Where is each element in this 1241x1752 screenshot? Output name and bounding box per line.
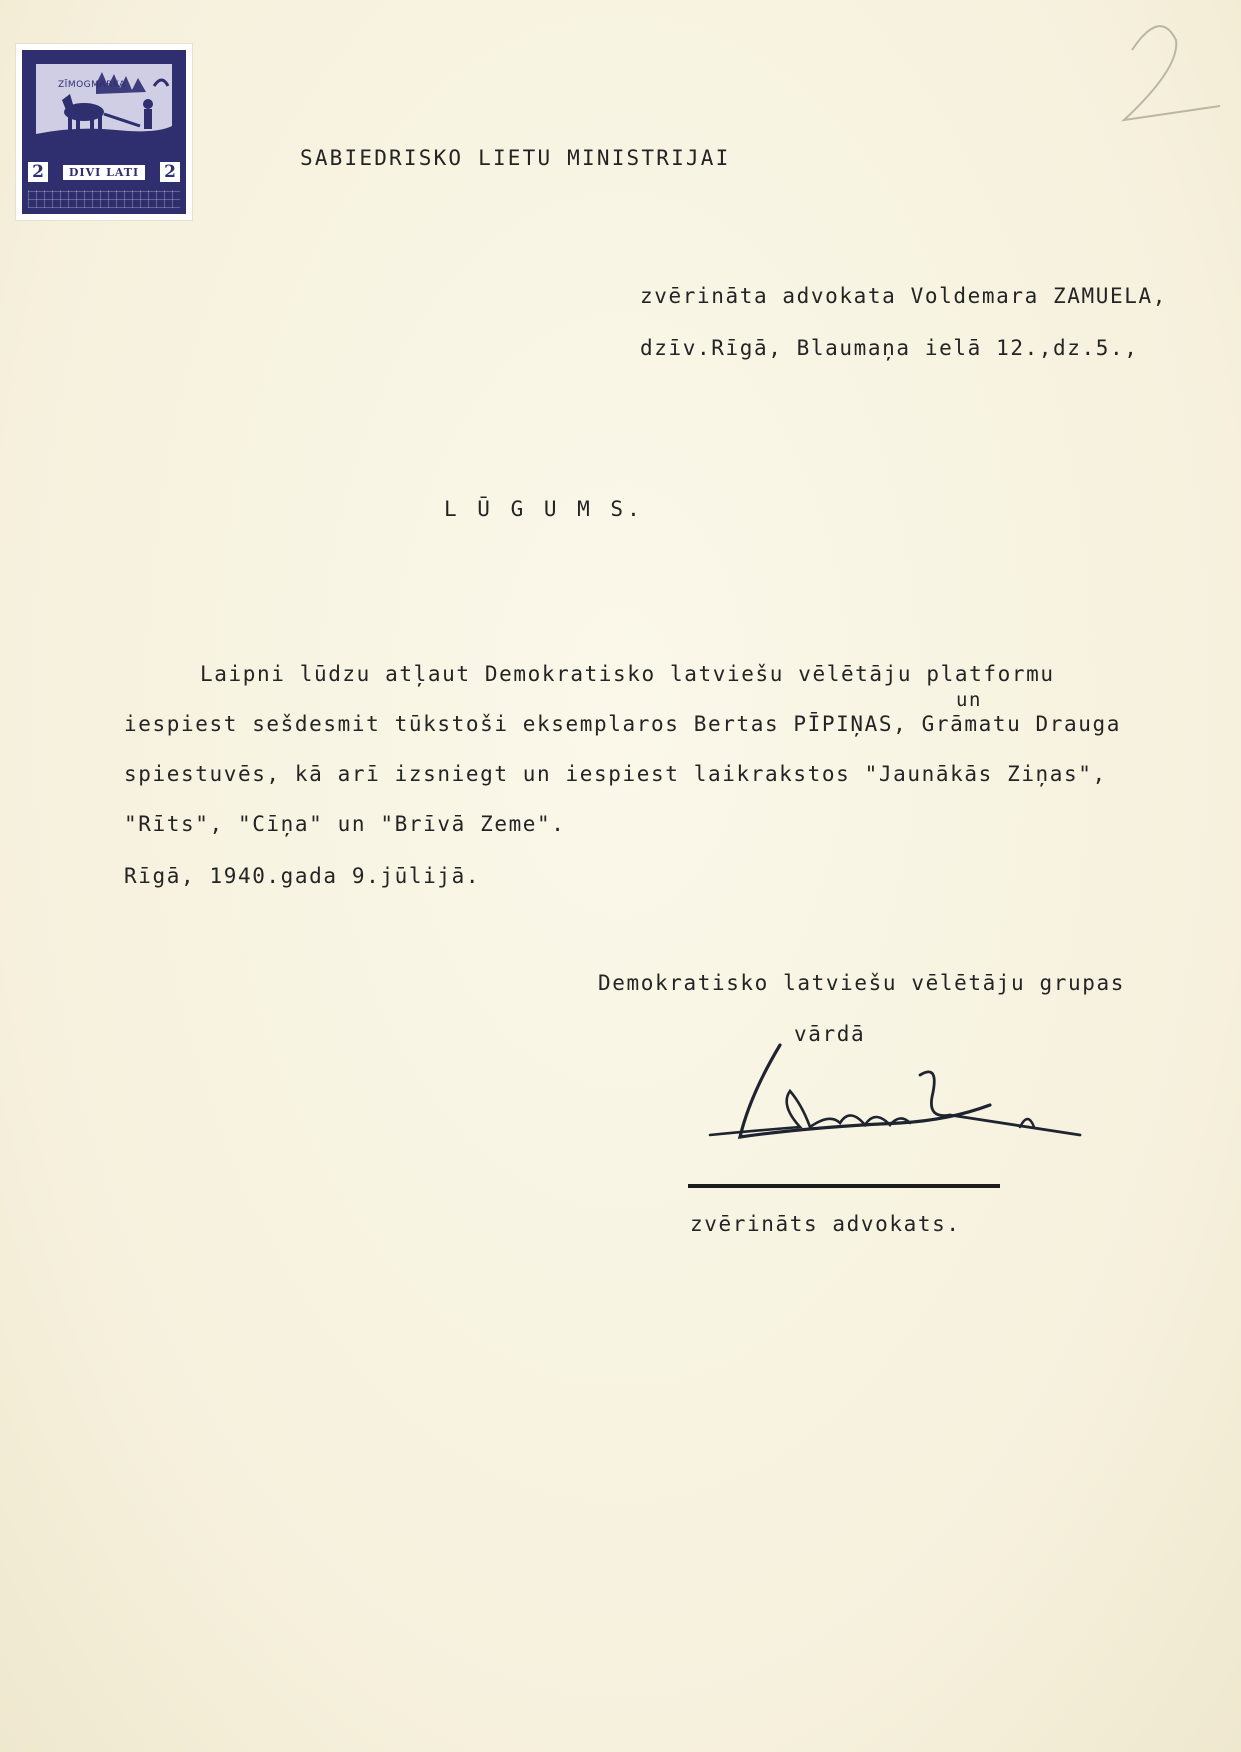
stamp-denomination-right: 2 [160,162,180,182]
body-line-3: spiestuvēs, kā arī izsniegt un iespiest laikrakstos "Jaunākās Ziņas", [124,762,1107,786]
recipient-line: SABIEDRISKO LIETU MINISTRIJAI [300,146,731,170]
pencil-number-mark [1110,10,1230,130]
sender-line-1: zvērināta advokata Voldemara ZAMUELA, [640,284,1167,308]
body-insert: un [956,689,983,711]
stamp-denomination-left: 2 [28,162,48,182]
stamp-label: ZĪMOGMARKA [58,80,126,90]
document-title: L Ū G U M S. [444,497,644,521]
stamp-ploughman-image [36,64,172,152]
body-line-2: iespiest sešdesmit tūkstoši eksemplaros Bertas PĪPIŅAS, Grāmatu Drauga [124,712,1122,736]
body-line-4: "Rīts", "Cīņa" un "Brīvā Zeme". [124,812,566,836]
body-line-1: Laipni lūdzu atļaut Demokratisko latviešu vēlētāju platformu [200,662,1055,686]
signer-title: zvērināts advokats. [690,1212,961,1236]
date-line: Rīgā, 1940.gada 9.jūlijā. [124,864,481,888]
stamp-value-band [28,160,180,184]
sender-line-2: dzīv.Rīgā, Blaumaņa ielā 12.,dz.5., [640,336,1139,360]
revenue-stamp [16,44,192,220]
on-behalf-line: vārdā [794,1022,866,1046]
stamp-value-text: DIVI LATI [63,165,145,180]
stamp-face [22,50,186,214]
ploughman-icon [36,64,172,152]
signature-line [688,1184,1000,1188]
group-line: Demokratisko latviešu vēlētāju grupas [598,971,1125,995]
handwritten-signature [690,1035,1090,1185]
stamp-guilloche [28,190,180,208]
